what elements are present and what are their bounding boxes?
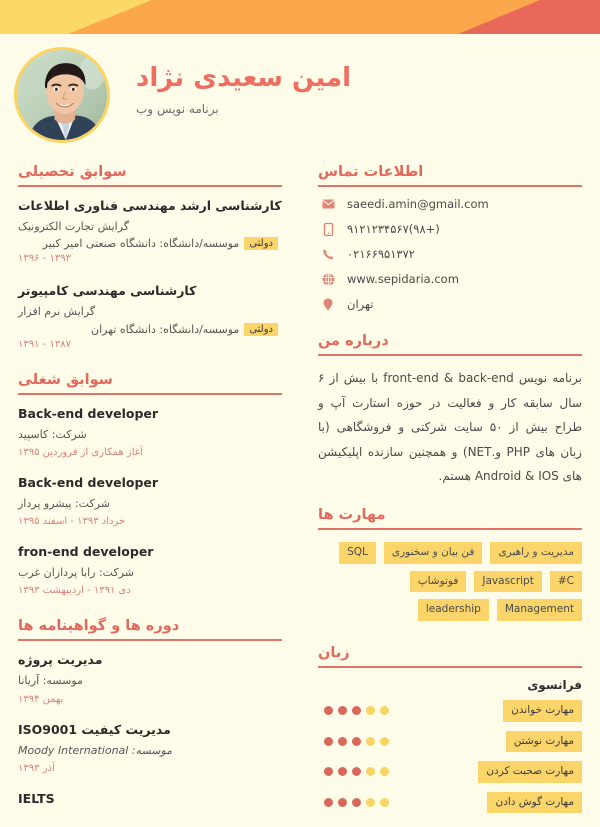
course-date: آذر ۱۳۹۳ [18, 762, 55, 774]
experience-role: fron-end developer [18, 544, 154, 560]
course-entry [18, 790, 282, 808]
section-rule [18, 185, 282, 187]
language-skill-row [318, 792, 582, 814]
section-title-education: سوابق تحصیلی [18, 164, 127, 180]
rating-dot-filled [324, 767, 333, 776]
course-name: IELTS [18, 790, 55, 806]
language-skill-row [318, 700, 582, 722]
section-education [18, 164, 282, 350]
language-skill-label: مهارت خواندن [503, 700, 582, 722]
experience-entry [18, 405, 282, 458]
experience-role: Back-end developer [18, 474, 159, 490]
avatar-photo [17, 50, 107, 140]
name-block [126, 62, 600, 116]
section-rule [318, 528, 582, 530]
experience-company: شرکت: کاسپید [18, 427, 87, 441]
contact-item-website[interactable] [318, 272, 582, 286]
section-language [318, 645, 582, 814]
education-badge: دولتی [244, 237, 278, 250]
course-entry [18, 721, 282, 774]
course-institution: موسسه: آریانا [18, 674, 83, 688]
education-degree: کارشناسی مهندسی کامپیوتر [18, 283, 197, 299]
contact-item-mobile[interactable] [318, 222, 582, 236]
section-title-language: زبان [318, 644, 350, 661]
rating-dot-empty [366, 767, 375, 776]
experience-role: Back-end developer [18, 405, 159, 421]
skill-tag[interactable]: فن بیان و سخنوری [384, 542, 483, 564]
skill-tag-list [318, 540, 582, 621]
education-entry [18, 197, 282, 264]
rating-dot-filled [352, 737, 361, 746]
contact-item-email[interactable] [318, 197, 582, 211]
contact-value-email: saeedi.amin@gmail.com [347, 197, 489, 211]
language-skill-row [318, 731, 582, 753]
job-title: برنامه نویس وب [136, 101, 219, 116]
rating-dots [318, 737, 389, 746]
skill-tag[interactable]: leadership [418, 599, 489, 621]
section-rule [318, 354, 582, 356]
rating-dot-filled [352, 798, 361, 807]
rating-dot-filled [338, 798, 347, 807]
course-name: مدیریت پروژه [18, 652, 103, 668]
section-rule [318, 666, 582, 668]
section-rule [18, 393, 282, 395]
education-institution: موسسه/دانشگاه: دانشگاه صنعتی امیر کبیر [42, 237, 240, 251]
rating-dot-filled [352, 706, 361, 715]
section-contact [318, 164, 582, 311]
experience-company: شرکت: رابا پردازان غرب [18, 566, 135, 580]
rating-dot-empty [366, 737, 375, 746]
avatar [14, 47, 110, 143]
phone-icon [318, 248, 338, 261]
rating-dot-filled [338, 706, 347, 715]
education-date: ۱۳۸۷ - ۱۳۹۱ [18, 338, 71, 350]
education-entry [18, 282, 282, 349]
experience-entry [18, 474, 282, 527]
contact-value-website: www.sepidaria.com [347, 272, 459, 286]
contact-value-mobile: (+۹۸)۹۱۲۱۲۳۴۵۶۷ [347, 222, 440, 236]
section-title-experience: سوابق شغلی [18, 371, 113, 388]
rating-dot-filled [324, 737, 333, 746]
education-institution-line [18, 237, 282, 250]
contact-item-phone[interactable] [318, 247, 582, 261]
rating-dot-empty [380, 798, 389, 807]
education-field: گرایش تجارت الکترونیک [18, 220, 130, 234]
rating-dot-empty [366, 706, 375, 715]
experience-date: آغاز همکاری از فروردین ۱۳۹۵ [18, 446, 143, 458]
about-text: برنامه نویس front-end & back-end با بیش از ۶ سال سابقه کار و فعالیت در حوزه استارت آپ و طراح بیش از ۵۰ سایت شرکتی و فروشگاهی (با زبان های PHP و.NET) و همچنین سازنده اپلیکیشن های Android & IOS هستم. [318, 371, 583, 484]
resume-header [0, 34, 600, 164]
language-skill-label: مهارت صحبت کردن [478, 761, 582, 783]
rating-dots [318, 798, 389, 807]
rating-dot-empty [380, 706, 389, 715]
top-banner [0, 0, 600, 34]
language-skill-label: مهارت گوش دادن [487, 792, 582, 814]
education-institution-line [18, 323, 282, 336]
education-degree: کارشناسی ارشد مهندسی فناوری اطلاعات [18, 198, 282, 213]
full-name: امین سعیدی نژاد [136, 63, 352, 93]
language-skill-row [318, 761, 582, 783]
skill-tag[interactable]: فوتوشاپ [410, 571, 467, 593]
section-title-skills: مهارت ها [318, 506, 386, 523]
language-skill-label: مهارت نوشتن [506, 731, 582, 753]
globe-icon [318, 273, 338, 286]
course-name: مدیریت کیفیت ISO9001 [18, 721, 171, 737]
section-courses [18, 618, 282, 808]
rating-dots [318, 706, 389, 715]
education-badge: دولتی [244, 323, 278, 336]
section-title-contact: اطلاعات تماس [318, 164, 424, 180]
skill-tag[interactable]: SQL [339, 542, 376, 564]
mobile-icon [318, 223, 338, 236]
experience-company: شرکت: پیشرو پرداز [18, 496, 110, 510]
experience-date: خرداد ۱۳۹۳ - اسفند ۱۳۹۵ [18, 516, 126, 528]
right-column [300, 164, 600, 827]
section-skills [318, 507, 582, 621]
rating-dot-filled [352, 767, 361, 776]
education-date: ۱۳۹۳ - ۱۳۹۶ [18, 253, 71, 265]
rating-dot-filled [338, 767, 347, 776]
course-entry [18, 651, 282, 704]
course-date: بهمن ۱۳۹۴ [18, 693, 64, 705]
contact-value-phone: ۰۲۱۶۶۹۵۱۳۷۲ [347, 247, 415, 261]
education-field: گرایش نرم افزار [18, 305, 96, 319]
rating-dot-empty [380, 737, 389, 746]
course-institution: موسسه: Moody International [18, 743, 173, 757]
contact-value-location: تهران [347, 297, 374, 311]
banner-stripes-graphic [0, 0, 600, 34]
experience-date: دی ۱۳۹۱ - اردیبهشت ۱۳۹۳ [18, 585, 131, 597]
rating-dot-filled [324, 798, 333, 807]
rating-dot-filled [324, 706, 333, 715]
skill-tag[interactable]: Management [497, 599, 582, 621]
rating-dot-empty [366, 798, 375, 807]
skill-tag[interactable]: Javascript [474, 571, 541, 593]
section-rule [318, 185, 582, 187]
skill-tag[interactable]: C# [550, 571, 582, 593]
envelope-icon [318, 199, 338, 209]
section-title-about: درباره من [318, 333, 389, 349]
skill-tag[interactable]: مدیریت و راهبری [490, 542, 582, 564]
experience-entry [18, 543, 282, 596]
language-name: فرانسوی [527, 677, 582, 692]
rating-dots [318, 767, 389, 776]
rating-dot-empty [380, 767, 389, 776]
left-column [0, 164, 300, 827]
education-institution: موسسه/دانشگاه: دانشگاه تهران [91, 322, 240, 336]
section-experience [18, 372, 282, 597]
section-rule [18, 639, 282, 641]
location-icon [318, 298, 338, 311]
section-title-courses: دوره ها و گواهینامه ها [18, 618, 180, 635]
rating-dot-filled [338, 737, 347, 746]
section-about [318, 333, 582, 489]
content-columns [0, 164, 600, 827]
contact-item-location[interactable] [318, 297, 582, 311]
